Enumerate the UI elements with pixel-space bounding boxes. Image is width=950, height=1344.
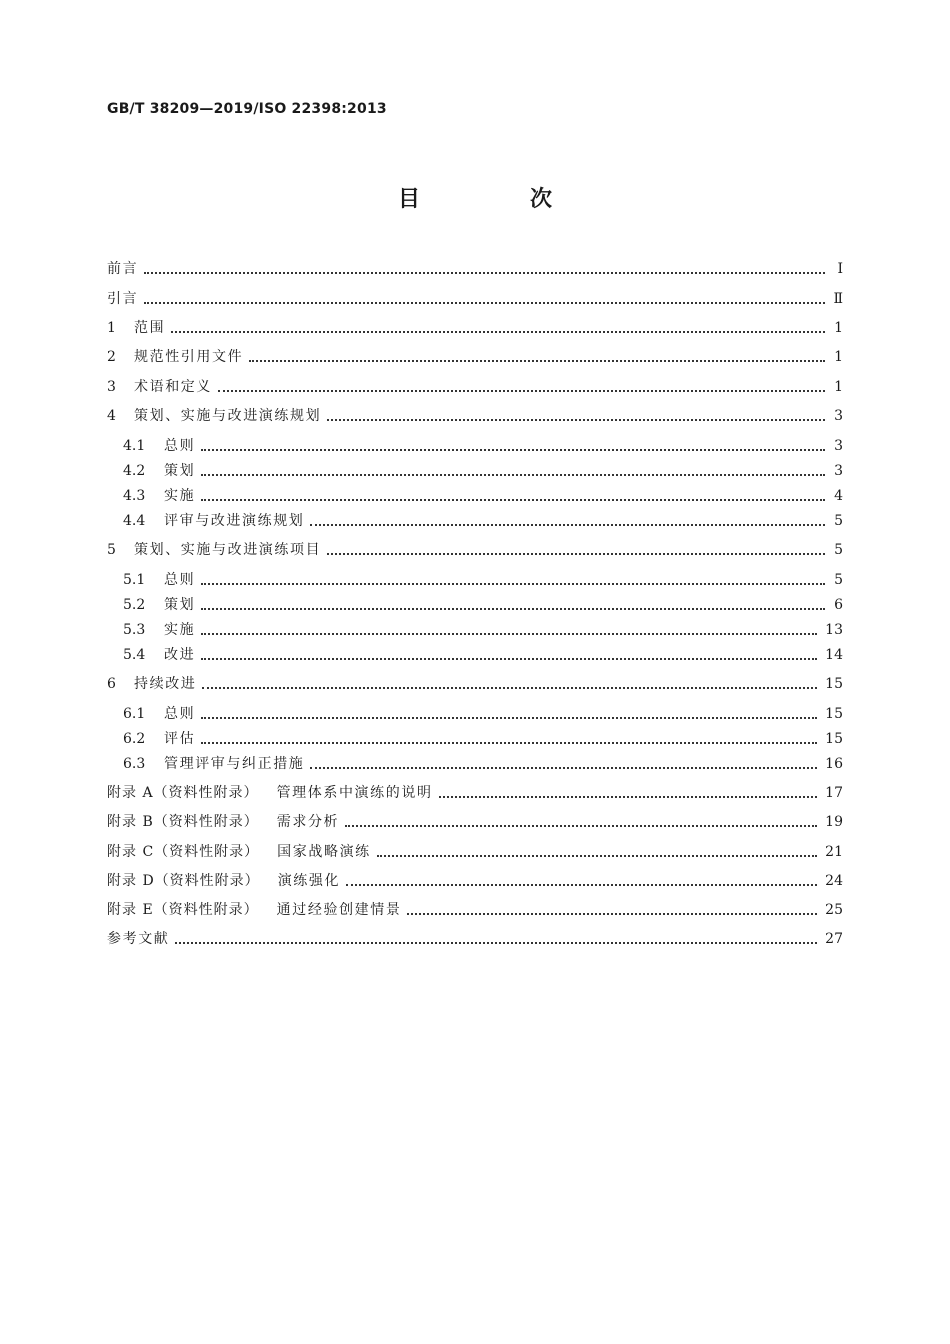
toc-entry-page: 16 — [825, 756, 843, 772]
toc-entry-label: 实施 — [164, 488, 196, 504]
toc-entry-number: 6.3 — [123, 756, 146, 772]
toc-entry-page: Ⅱ — [833, 291, 843, 307]
toc-entry-number: 5 — [107, 542, 116, 558]
toc-annex-prefix: 附录 B（资料性附录） — [107, 814, 259, 830]
toc-entry-number: 6.2 — [123, 731, 146, 747]
toc-entry[interactable] — [107, 258, 843, 280]
toc-entry-page: 13 — [825, 622, 843, 638]
toc-entry-label: 改进 — [164, 647, 196, 663]
toc-entry[interactable] — [107, 539, 843, 561]
toc-leader-dots — [218, 389, 825, 392]
toc-entry[interactable] — [107, 811, 843, 833]
toc-entry[interactable] — [107, 485, 843, 507]
toc-leader-dots — [201, 582, 825, 585]
toc-annex-prefix: 附录 D（资料性附录） — [107, 873, 260, 889]
toc-entry-page: 15 — [825, 706, 843, 722]
toc-entry-number: 6.1 — [123, 706, 146, 722]
toc-entry-label: 持续改进 — [134, 676, 197, 692]
standard-code-header — [107, 101, 387, 117]
toc-entry-number: 4.1 — [123, 438, 146, 454]
toc-entry-page: 25 — [825, 902, 843, 918]
toc-entry-number: 5.3 — [123, 622, 146, 638]
toc-leader-dots — [249, 359, 825, 362]
toc-leader-dots — [201, 657, 817, 660]
toc-entry-page: 19 — [825, 814, 843, 830]
toc-entry[interactable] — [107, 673, 843, 695]
toc-entry-label: 国家战略演练 — [277, 844, 371, 860]
toc-entry-number: 2 — [107, 349, 116, 365]
toc-entry[interactable] — [107, 376, 843, 398]
toc-entry[interactable] — [107, 594, 843, 616]
toc-entry-number: 4.4 — [123, 513, 146, 529]
toc-entry-label: 策划 — [164, 597, 196, 613]
toc-leader-dots — [175, 941, 817, 944]
toc-leader-dots — [202, 686, 817, 689]
toc-entry-label: 前言 — [107, 261, 139, 277]
toc-entry-label: 总则 — [164, 572, 196, 588]
toc-entry-number: 4.3 — [123, 488, 146, 504]
toc-entry-page: 1 — [834, 379, 843, 395]
toc-entry-number: 6 — [107, 676, 116, 692]
toc-leader-dots — [201, 448, 825, 451]
toc-entry-page: 27 — [825, 931, 843, 947]
toc-entry-page: 3 — [834, 438, 843, 454]
toc-leader-dots — [345, 824, 817, 827]
toc-entry-page: 4 — [834, 488, 843, 504]
toc-entry[interactable] — [107, 619, 843, 641]
toc-leader-dots — [201, 607, 825, 610]
toc-entry-page: 3 — [834, 408, 843, 424]
toc-entry[interactable] — [107, 405, 843, 427]
toc-entry-label: 策划 — [164, 463, 196, 479]
toc-annex-prefix: 附录 C（资料性附录） — [107, 844, 260, 860]
toc-entry-page: 21 — [825, 844, 843, 860]
toc-entry-number: 5.2 — [123, 597, 146, 613]
toc-entry-page: 5 — [834, 513, 843, 529]
toc-entry-page: 15 — [825, 676, 843, 692]
toc-entry[interactable] — [107, 782, 843, 804]
toc-leader-dots — [144, 271, 825, 274]
standard-code: GB/T 38209—2019/ISO 22398:2013 — [107, 101, 387, 117]
toc-entry-page: 6 — [834, 597, 843, 613]
toc-entry[interactable] — [107, 317, 843, 339]
toc-leader-dots — [171, 330, 825, 333]
toc-entry-label: 演练强化 — [277, 873, 341, 889]
toc-entry-page: 24 — [825, 873, 843, 889]
toc-leader-dots — [407, 912, 817, 915]
toc-leader-dots — [439, 795, 818, 798]
toc-entry-label: 总则 — [164, 438, 196, 454]
toc-entry-label: 规范性引用文件 — [134, 349, 244, 365]
page-title: 目 次 — [397, 187, 596, 212]
toc-entry-page: 3 — [834, 463, 843, 479]
toc-entry-page: 1 — [834, 349, 843, 365]
toc-entry-page: 5 — [834, 542, 843, 558]
toc-leader-dots — [327, 418, 825, 421]
toc-leader-dots — [201, 473, 825, 476]
toc-entry[interactable] — [107, 435, 843, 457]
toc-entry[interactable] — [107, 928, 843, 950]
toc-annex-prefix: 附录 E（资料性附录） — [107, 902, 259, 918]
toc-entry-label: 策划、实施与改进演练规划 — [134, 408, 322, 424]
toc-entry-label: 总则 — [164, 706, 196, 722]
toc-entry-label: 管理体系中演练的说明 — [276, 785, 433, 801]
toc-entry[interactable] — [107, 460, 843, 482]
toc-entry-page: 17 — [825, 785, 843, 801]
toc-entry-label: 实施 — [164, 622, 196, 638]
toc-entry-label: 通过经验创建情景 — [276, 902, 402, 918]
toc-leader-dots — [310, 766, 817, 769]
toc-leader-dots — [377, 854, 817, 857]
toc-entry[interactable] — [107, 841, 843, 863]
toc-entry-page: 1 — [834, 320, 843, 336]
toc-entry[interactable] — [107, 899, 843, 921]
toc-entry-number: 4 — [107, 408, 116, 424]
toc-annex-prefix: 附录 A（资料性附录） — [107, 785, 259, 801]
toc-leader-dots — [327, 552, 825, 555]
toc-leader-dots — [201, 741, 817, 744]
toc-entry-page: 15 — [825, 731, 843, 747]
toc-entry-number: 3 — [107, 379, 116, 395]
toc-entry-page: 5 — [834, 572, 843, 588]
toc-entry-number: 4.2 — [123, 463, 146, 479]
toc-leader-dots — [310, 523, 825, 526]
toc-entry[interactable] — [107, 288, 843, 310]
toc-entry[interactable] — [107, 510, 843, 532]
toc-entry[interactable] — [107, 569, 843, 591]
toc-entry[interactable] — [107, 346, 843, 368]
toc-entry-label: 策划、实施与改进演练项目 — [134, 542, 322, 558]
toc-entry-label: 需求分析 — [276, 814, 340, 830]
toc-leader-dots — [201, 632, 817, 635]
toc-entry-label: 评估 — [164, 731, 196, 747]
toc-entry-label: 引言 — [107, 291, 139, 307]
toc-entry-label: 评审与改进演练规划 — [164, 513, 305, 529]
toc-entry[interactable] — [107, 870, 843, 892]
toc-entry[interactable] — [107, 703, 843, 725]
toc-entry[interactable] — [107, 728, 843, 750]
toc-entry[interactable] — [107, 644, 843, 666]
toc-entry-number: 5.1 — [123, 572, 146, 588]
toc-entry-number: 5.4 — [123, 647, 146, 663]
toc-entry-label: 术语和定义 — [134, 379, 212, 395]
toc-entry-label: 参考文献 — [107, 931, 170, 947]
toc-entry-number: 1 — [107, 320, 116, 336]
toc-entry-label: 范围 — [134, 320, 166, 336]
toc-leader-dots — [201, 716, 817, 719]
toc-entry-page: 14 — [825, 647, 843, 663]
toc-entry-page: Ⅰ — [837, 261, 843, 277]
toc-entry[interactable] — [107, 753, 843, 775]
toc-leader-dots — [144, 301, 825, 304]
toc-entry-label: 管理评审与纠正措施 — [164, 756, 305, 772]
toc-leader-dots — [201, 498, 825, 501]
toc-leader-dots — [346, 883, 817, 886]
